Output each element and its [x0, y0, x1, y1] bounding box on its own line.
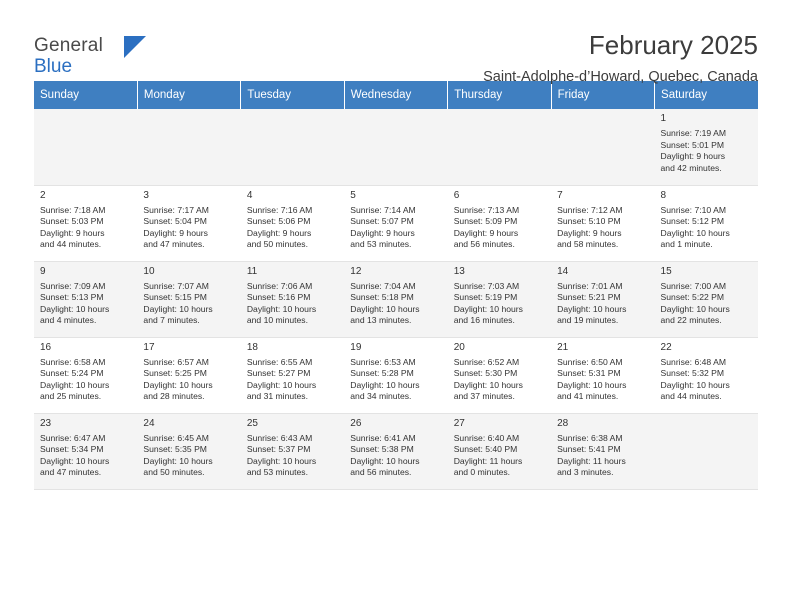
day-info-line: Sunset: 5:16 PM	[246, 292, 311, 303]
day-info-line: and 3 minutes.	[557, 467, 614, 478]
weekday-header-wednesday: Wednesday	[344, 81, 447, 109]
calendar-day-cell	[551, 413, 654, 489]
day-number: 19	[350, 341, 362, 353]
day-info-line: and 37 minutes.	[453, 391, 515, 402]
calendar-day-cell	[448, 337, 551, 413]
day-info-line: Sunrise: 6:38 AM	[557, 432, 623, 443]
day-info-line: Sunrise: 7:17 AM	[143, 204, 209, 215]
day-info-line: and 0 minutes.	[453, 467, 511, 478]
day-info-line: Sunset: 5:34 PM	[40, 444, 104, 455]
day-info-line: Daylight: 10 hours	[143, 303, 213, 314]
day-info-line: and 28 minutes.	[143, 391, 205, 402]
day-info-line: and 10 minutes.	[246, 315, 308, 326]
day-info-line: Sunrise: 7:04 AM	[350, 280, 416, 291]
day-info-line: Daylight: 10 hours	[660, 227, 730, 238]
day-number: 12	[350, 265, 362, 277]
calendar-day-cell	[344, 413, 447, 489]
day-info-line: and 22 minutes.	[660, 315, 722, 326]
day-info-line: Sunset: 5:18 PM	[350, 292, 414, 303]
flag-icon	[124, 36, 146, 58]
calendar-week-row	[34, 109, 758, 185]
day-number: 23	[40, 417, 52, 429]
day-info-line: and 7 minutes.	[143, 315, 200, 326]
calendar-cell-empty	[551, 109, 654, 185]
day-number: 24	[143, 417, 155, 429]
day-info-line: Sunrise: 7:03 AM	[453, 280, 520, 291]
day-info-line: Daylight: 10 hours	[557, 379, 627, 390]
calendar-day-cell	[448, 261, 551, 337]
day-number: 3	[143, 189, 149, 201]
day-info-line: and 50 minutes.	[143, 467, 205, 478]
day-number: 11	[246, 265, 258, 277]
day-info-line: and 1 minute.	[660, 239, 713, 250]
calendar-day-cell	[241, 261, 344, 337]
calendar-day-cell	[137, 413, 240, 489]
day-info-line: Sunrise: 7:18 AM	[40, 204, 106, 215]
calendar-day-cell	[551, 337, 654, 413]
calendar-day-cell	[241, 413, 344, 489]
day-info-line: Daylight: 9 hours	[660, 151, 726, 162]
day-info-line: Daylight: 9 hours	[246, 227, 312, 238]
calendar-cell-empty	[655, 413, 758, 489]
day-number: 13	[453, 265, 465, 277]
day-number: 6	[453, 189, 460, 201]
calendar-week-row	[34, 337, 758, 413]
calendar-cell-empty	[448, 109, 551, 185]
day-info-line: and 58 minutes.	[557, 239, 619, 250]
calendar-day-cell	[344, 261, 447, 337]
calendar-day-cell	[551, 261, 654, 337]
day-info-line: Sunset: 5:04 PM	[143, 216, 207, 227]
day-info-line: Sunrise: 6:57 AM	[143, 356, 209, 367]
day-info-line: and 25 minutes.	[40, 391, 102, 402]
day-info-line: and 47 minutes.	[143, 239, 205, 250]
day-info-line: Sunrise: 7:01 AM	[557, 280, 623, 291]
day-info-line: Daylight: 10 hours	[40, 303, 110, 314]
day-info-line: and 56 minutes.	[453, 239, 515, 250]
day-info-line: Sunset: 5:06 PM	[246, 216, 311, 227]
day-info-line: Daylight: 9 hours	[350, 227, 415, 238]
day-info-line: Sunset: 5:10 PM	[557, 216, 621, 227]
day-info-line: and 44 minutes.	[40, 239, 102, 250]
day-info-line: Sunset: 5:07 PM	[350, 216, 414, 227]
day-info-line: Daylight: 10 hours	[40, 379, 110, 390]
day-number: 21	[557, 341, 569, 353]
day-info-line: Sunset: 5:38 PM	[350, 444, 414, 455]
calendar-day-cell	[34, 261, 137, 337]
day-info-line: Sunset: 5:28 PM	[350, 368, 414, 379]
brand-name-general: General	[34, 35, 103, 56]
sunrise-sunset-calendar	[34, 81, 758, 490]
day-info-line: Sunset: 5:19 PM	[453, 292, 518, 303]
day-number: 8	[660, 189, 667, 201]
day-number: 10	[143, 265, 155, 277]
page-title: February 2025	[588, 30, 758, 60]
day-number: 9	[40, 265, 46, 277]
day-info-line: Sunset: 5:31 PM	[557, 368, 621, 379]
calendar-day-cell	[551, 185, 654, 261]
day-info-line: Sunset: 5:01 PM	[660, 139, 725, 150]
calendar-day-cell	[137, 337, 240, 413]
day-number: 4	[246, 189, 253, 201]
day-info-line: Sunrise: 6:41 AM	[350, 432, 416, 443]
day-number: 26	[350, 417, 362, 429]
day-info-line: and 44 minutes.	[660, 391, 722, 402]
day-number: 2	[40, 189, 46, 201]
day-info-line: Sunrise: 7:16 AM	[246, 204, 313, 215]
calendar-day-cell	[34, 185, 137, 261]
title-block	[483, 28, 758, 86]
day-info-line: Daylight: 10 hours	[143, 455, 213, 466]
day-info-line: and 47 minutes.	[40, 467, 102, 478]
day-info-line: Sunset: 5:32 PM	[660, 368, 725, 379]
day-info-line: Sunset: 5:15 PM	[143, 292, 207, 303]
day-info-line: Sunrise: 6:55 AM	[246, 356, 313, 367]
calendar-week-row	[34, 261, 758, 337]
day-info-line: and 19 minutes.	[557, 315, 619, 326]
day-info-line: Sunrise: 7:09 AM	[40, 280, 106, 291]
day-info-line: Daylight: 9 hours	[557, 227, 622, 238]
day-info-line: Sunset: 5:25 PM	[143, 368, 207, 379]
day-info-line: Daylight: 9 hours	[40, 227, 105, 238]
calendar-day-cell	[655, 185, 758, 261]
day-number: 14	[557, 265, 569, 277]
calendar-day-cell	[137, 261, 240, 337]
day-number: 15	[660, 265, 672, 277]
day-number: 5	[350, 189, 356, 201]
calendar-day-cell	[655, 261, 758, 337]
calendar-day-cell	[344, 337, 447, 413]
weekday-header-monday: Monday	[137, 81, 240, 109]
day-info-line: Daylight: 10 hours	[453, 303, 523, 314]
calendar-day-cell	[241, 337, 344, 413]
day-info-line: Sunset: 5:37 PM	[246, 444, 311, 455]
calendar-day-cell	[241, 185, 344, 261]
day-info-line: Sunrise: 6:47 AM	[40, 432, 106, 443]
day-info-line: Sunrise: 7:10 AM	[660, 204, 726, 215]
calendar-day-cell	[344, 185, 447, 261]
calendar-cell-empty	[241, 109, 344, 185]
day-info-line: Sunset: 5:13 PM	[40, 292, 104, 303]
day-number: 20	[453, 341, 465, 353]
day-info-line: Daylight: 10 hours	[660, 379, 730, 390]
day-number: 16	[40, 341, 52, 353]
calendar-week-row	[34, 413, 758, 489]
day-info-line: Sunset: 5:27 PM	[246, 368, 311, 379]
day-info-line: Sunset: 5:35 PM	[143, 444, 207, 455]
calendar-day-cell	[655, 109, 758, 185]
day-info-line: and 41 minutes.	[557, 391, 619, 402]
day-number: 1	[660, 113, 667, 124]
day-info-line: Daylight: 10 hours	[40, 455, 110, 466]
day-info-line: Daylight: 10 hours	[350, 303, 420, 314]
day-number: 17	[143, 341, 155, 353]
day-info-line: and 53 minutes.	[246, 467, 308, 478]
day-info-line: and 50 minutes.	[246, 239, 308, 250]
day-info-line: Sunset: 5:21 PM	[557, 292, 621, 303]
day-number: 18	[246, 341, 258, 353]
page-header	[34, 0, 758, 85]
day-info-line: and 56 minutes.	[350, 467, 412, 478]
day-info-line: and 4 minutes.	[40, 315, 97, 326]
day-info-line: Sunrise: 7:19 AM	[660, 128, 726, 138]
weekday-header-saturday: Saturday	[655, 81, 758, 109]
day-info-line: and 16 minutes.	[453, 315, 515, 326]
location-subtitle: Saint-Adolphe-d’Howard, Quebec, Canada	[483, 69, 758, 85]
calendar-day-cell	[655, 337, 758, 413]
calendar-day-cell	[448, 413, 551, 489]
day-info-line: Sunset: 5:30 PM	[453, 368, 518, 379]
calendar-day-cell	[34, 337, 137, 413]
day-info-line: Daylight: 10 hours	[246, 455, 317, 466]
day-info-line: Daylight: 9 hours	[143, 227, 208, 238]
day-info-line: Sunset: 5:22 PM	[660, 292, 725, 303]
day-info-line: Daylight: 10 hours	[246, 379, 317, 390]
day-info-line: and 34 minutes.	[350, 391, 412, 402]
calendar-body	[34, 109, 758, 489]
day-number: 7	[557, 189, 563, 201]
day-info-line: Daylight: 10 hours	[453, 379, 523, 390]
day-info-line: and 42 minutes.	[660, 162, 722, 173]
day-info-line: Sunrise: 7:07 AM	[143, 280, 209, 291]
brand-logo	[34, 28, 164, 80]
calendar-cell-empty	[34, 109, 137, 185]
day-info-line: Daylight: 10 hours	[143, 379, 213, 390]
day-info-line: Sunrise: 6:58 AM	[40, 356, 106, 367]
brand-name-blue: Blue	[34, 56, 73, 77]
calendar-cell-empty	[137, 109, 240, 185]
day-info-line: Sunrise: 6:52 AM	[453, 356, 520, 367]
day-number: 28	[557, 417, 569, 429]
day-info-line: Daylight: 11 hours	[557, 455, 626, 466]
day-info-line: Sunrise: 7:13 AM	[453, 204, 520, 215]
day-info-line: Sunset: 5:24 PM	[40, 368, 104, 379]
day-info-line: Daylight: 10 hours	[350, 379, 420, 390]
day-info-line: Daylight: 10 hours	[557, 303, 627, 314]
day-number: 25	[246, 417, 258, 429]
calendar-day-cell	[448, 185, 551, 261]
day-info-line: Daylight: 10 hours	[246, 303, 317, 314]
calendar-day-cell	[34, 413, 137, 489]
day-info-line: and 53 minutes.	[350, 239, 412, 250]
weekday-header-tuesday: Tuesday	[241, 81, 344, 109]
day-info-line: Sunrise: 7:14 AM	[350, 204, 416, 215]
day-info-line: Sunrise: 6:53 AM	[350, 356, 416, 367]
day-info-line: and 13 minutes.	[350, 315, 412, 326]
day-info-line: Daylight: 10 hours	[660, 303, 730, 314]
day-info-line: Sunrise: 6:40 AM	[453, 432, 520, 443]
day-info-line: Sunset: 5:09 PM	[453, 216, 518, 227]
day-info-line: Sunrise: 7:00 AM	[660, 280, 726, 291]
day-info-line: Sunset: 5:41 PM	[557, 444, 621, 455]
day-info-line: Sunset: 5:12 PM	[660, 216, 725, 227]
day-info-line: Sunrise: 6:50 AM	[557, 356, 623, 367]
day-info-line: Sunrise: 7:12 AM	[557, 204, 623, 215]
calendar-week-row	[34, 185, 758, 261]
calendar-day-cell	[137, 185, 240, 261]
day-info-line: Daylight: 9 hours	[453, 227, 519, 238]
day-info-line: Sunset: 5:40 PM	[453, 444, 518, 455]
calendar-cell-empty	[344, 109, 447, 185]
day-info-line: Sunrise: 6:45 AM	[143, 432, 209, 443]
day-info-line: and 31 minutes.	[246, 391, 308, 402]
weekday-header-friday: Friday	[551, 81, 654, 109]
day-info-line: Daylight: 11 hours	[453, 455, 523, 466]
weekday-header-sunday: Sunday	[34, 81, 137, 109]
weekday-header-thursday: Thursday	[448, 81, 551, 109]
day-info-line: Sunset: 5:03 PM	[40, 216, 104, 227]
day-info-line: Sunrise: 7:06 AM	[246, 280, 313, 291]
day-number: 22	[660, 341, 672, 353]
day-info-line: Sunrise: 6:43 AM	[246, 432, 313, 443]
day-info-line: Daylight: 10 hours	[350, 455, 420, 466]
day-number: 27	[453, 417, 465, 429]
day-info-line: Sunrise: 6:48 AM	[660, 356, 726, 367]
